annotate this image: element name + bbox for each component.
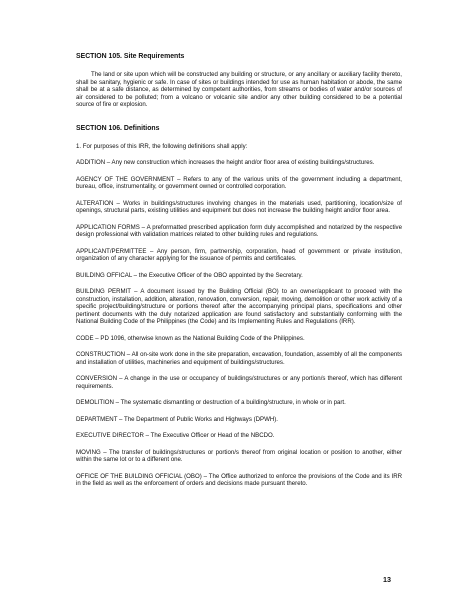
definition-moving: MOVING – The transfer of buildings/structures or portion/s thereof from original location or position to another, either within the same lot or to a different one. bbox=[76, 448, 402, 463]
definition-building-permit: BUILDING PERMIT – A document issued by the Building Official (BO) to an owner/applicant to proceed with the construction, installation, addition, alteration, renovation, conversion, repair, moving, demolition or other work activity of a specific project/building/structure or portions thereof after the accompanying principal plans, specifications and other pertinent documents with the duly notarized application are found satisfactory and substantially conforming with the National Building Code of the Philippines (the Code) and its Implementing Rules and Regulations (IRR). bbox=[76, 288, 402, 325]
page-content bbox=[76, 53, 402, 497]
definition-conversion: CONVERSION – A change in the use or occupancy of buildings/structures or any portion/s thereof, which has different requirements. bbox=[76, 375, 402, 390]
definition-construction: CONSTRUCTION – All on-site work done in the site preparation, excavation, foundation, assembly of all the components and installation of utilities, machineries and equipment of buildings/structures. bbox=[76, 351, 402, 366]
page-number: 13 bbox=[383, 575, 391, 584]
section-105-title: SECTION 105. Site Requirements bbox=[76, 53, 185, 60]
section-105-body: The land or site upon which will be constructed any building or structure, or any ancillary or auxiliary facility thereto, shall be sanitary, hygienic or safe. In case of sites or buildings intended for use as human habitation or abode, the same shall be at a safe distance, as determined by competent authorities, from streams or bodies of water and/or sources of air considered to be polluted; from a volcano or volcanic site and/or any other building considered to be a potential source of fire or explosion. bbox=[76, 71, 402, 108]
definition-executive-director: EXECUTIVE DIRECTOR – The Executive Officer or Head of the NBCDO. bbox=[76, 432, 275, 439]
definition-agency-of-the-government: AGENCY OF THE GOVERNMENT – Refers to any of the various units of the government including a department, bureau, office, instrumentality, or government owned or controlled corporation. bbox=[76, 175, 402, 190]
definition-code: CODE – PD 1096, otherwise known as the National Building Code of the Philippines. bbox=[76, 334, 305, 342]
definition-applicant-permittee: APPLICANT/PERMITTEE – Any person, firm, partnership, corporation, head of government or private institution, organization of any character applying for the issuance of permits and certificates. bbox=[76, 247, 402, 262]
definition-office-of-the-building-official: OFFICE OF THE BUILDING OFFICIAL (OBO) – The Office authorized to enforce the provisions of the Code and its IRR in the field as well as the enforcement of orders and decisions made pursuant thereto. bbox=[76, 472, 402, 487]
definition-application-forms: APPLICATION FORMS – A preformatted prescribed application form duly accomplished and notarized by the respective design professional with validation matrices related to other building rules and regulations. bbox=[76, 223, 402, 238]
section-106-intro: 1. For purposes of this IRR, the following definitions shall apply: bbox=[76, 142, 248, 150]
definition-demolition: DEMOLITION – The systematic dismantling or destruction of a building/structure, in whole or in part. bbox=[76, 399, 346, 406]
definition-addition: ADDITION – Any new construction which increases the height and/or floor area of existing buildings/structures. bbox=[76, 159, 375, 166]
definition-building-official: BUILDING OFFICAL – the Executive Officer of the OBO appointed by the Secretary. bbox=[76, 271, 303, 279]
definition-department: DEPARTMENT – The Department of Public Works and Highways (DPWH). bbox=[76, 415, 278, 423]
definition-alteration: ALTERATION – Works in buildings/structures involving changes in the materials used, partitioning, location/size of openings, structural parts, existing utilities and equipment but does not increase the building height and/or floor area. bbox=[76, 199, 402, 214]
section-106-title: SECTION 106. Definitions bbox=[76, 124, 160, 132]
